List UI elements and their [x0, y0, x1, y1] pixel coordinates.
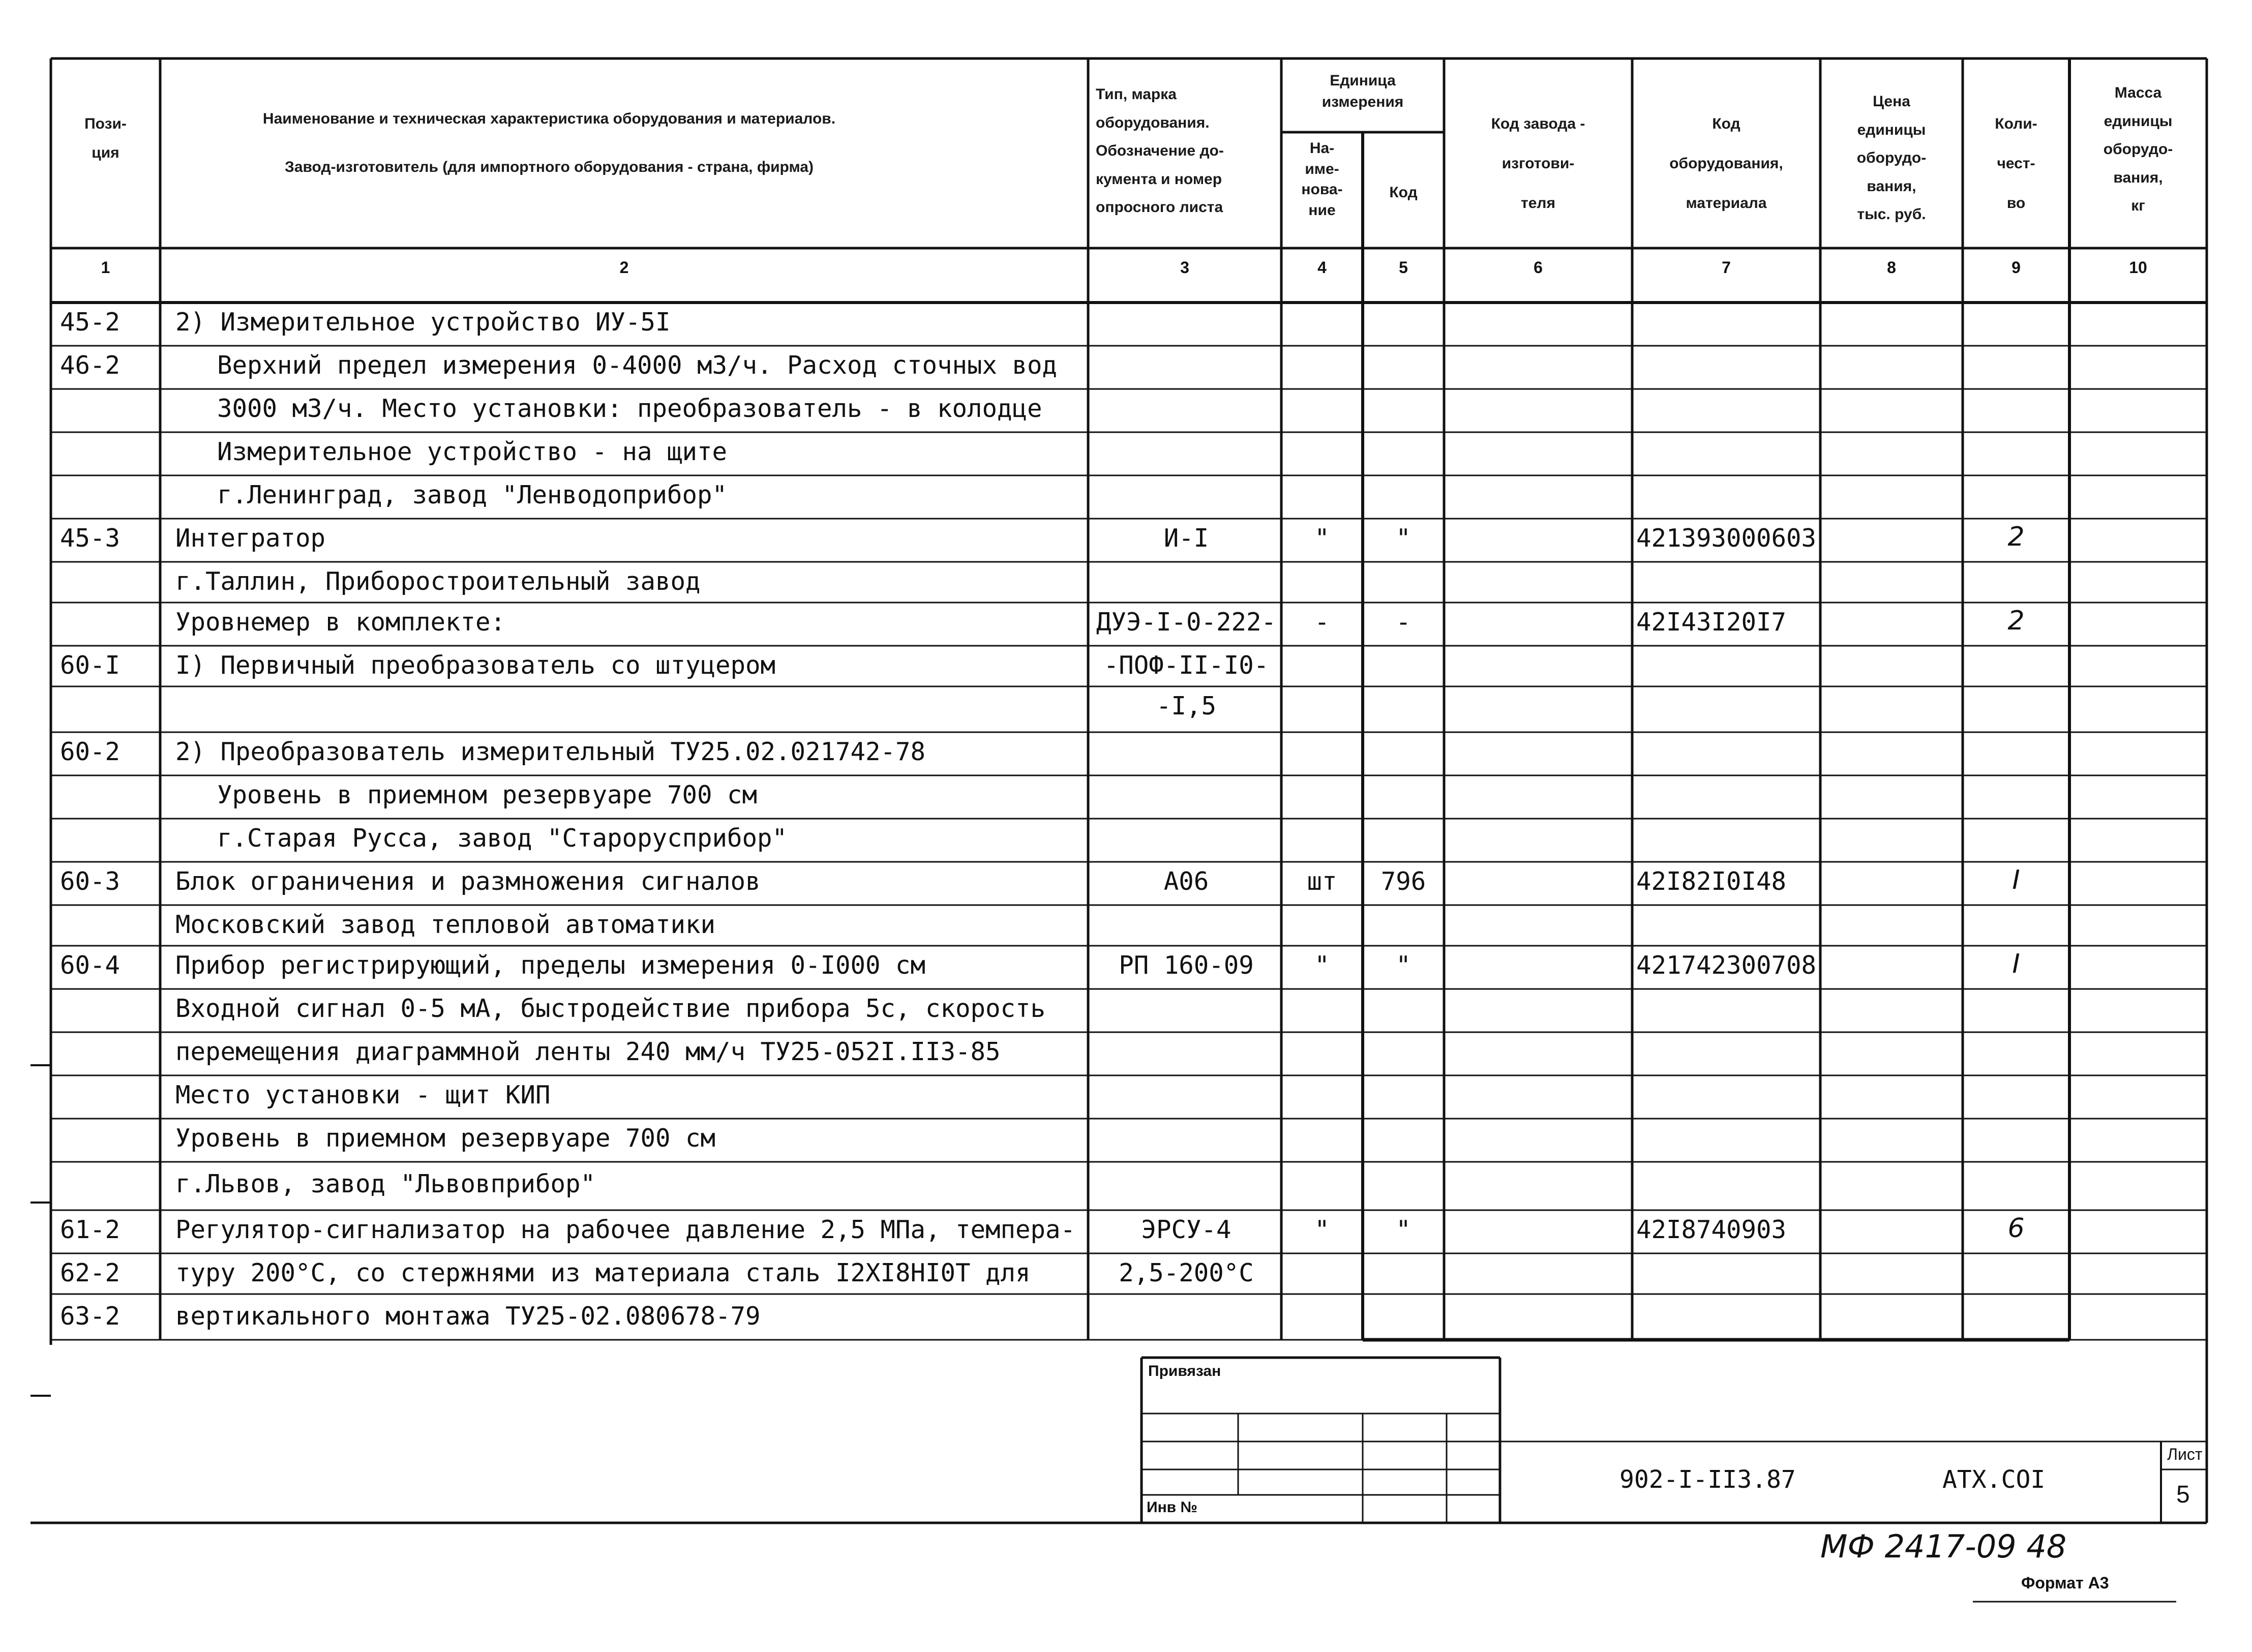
cell-unit: шт [1307, 867, 1337, 896]
cell-code: 42I8740903 [1636, 1215, 1787, 1244]
document-mark: АТХ.СОI [1942, 1465, 2046, 1494]
column-number: 2 [619, 258, 629, 277]
cell-unit-code: - [1396, 608, 1411, 637]
header-position: Пози- ция [84, 115, 127, 161]
cell-desc: вертикального монтажа ТУ25-02.080678-79 [175, 1302, 761, 1331]
cell-unit-code: " [1396, 951, 1411, 980]
cell-pos: 45-2 [60, 308, 121, 337]
cell-desc: Московский завод тепловой автоматики [175, 910, 716, 939]
cell-type: И-I [1163, 524, 1209, 553]
cell-qty: I [2012, 949, 2020, 979]
cell-desc: Уровень в приемном резервуаре 700 см [217, 780, 758, 809]
cell-desc: перемещения диаграммной ленты 240 мм/ч ТУ25-052I.II3-85 [175, 1037, 1001, 1066]
column-number: 3 [1180, 258, 1189, 277]
header-mass: Масса единицы оборудо- вания, кг [2103, 84, 2173, 214]
cell-pos: 62-2 [60, 1258, 121, 1287]
cell-unit: - [1314, 608, 1330, 637]
format-label: Формат А3 [2021, 1574, 2109, 1592]
cell-pos: 46-2 [60, 351, 121, 380]
column-number: 1 [101, 258, 110, 277]
cell-qty: I [2012, 865, 2020, 895]
cell-type: ДУЭ-I-0-222- [1096, 608, 1276, 637]
cell-pos: 61-2 [60, 1215, 121, 1244]
cell-desc: Входной сигнал 0-5 мА, быстродействие прибора 5с, скорость [175, 994, 1046, 1023]
column-number: 10 [2129, 258, 2147, 277]
cell-desc: г.Таллин, Приборостроительный завод [175, 567, 701, 596]
header-equipment-code: Код оборудования, материала [1669, 115, 1783, 212]
cell-qty: 2 [2007, 606, 2025, 636]
cell-code: 421742300708 [1636, 951, 1817, 980]
stamp-inv-label: Инв № [1147, 1499, 1197, 1516]
cell-unit-code: 796 [1380, 867, 1426, 896]
cell-desc: Измерительное устройство - на щите [217, 437, 728, 466]
cell-pos: 60-4 [60, 951, 121, 980]
cell-type: -ПОФ-II-I0- [1103, 651, 1269, 680]
header-description-line2: Завод-изготовитель (для импортного оборудования - страна, фирма) [285, 159, 814, 175]
stamp-linked-label: Привязан [1148, 1363, 1221, 1379]
cell-qty: 2 [2007, 522, 2025, 552]
cell-desc: I) Первичный преобразователь со штуцером [175, 651, 776, 680]
cell-desc: Интегратор [175, 524, 326, 553]
column-number: 4 [1317, 258, 1327, 277]
cell-desc: Место установки - щит КИП [175, 1080, 551, 1109]
header-unit-group: Единица измерения [1322, 72, 1404, 110]
header-unit-code: Код [1389, 184, 1418, 201]
cell-type: -I,5 [1156, 692, 1216, 720]
header-type: Тип, марка оборудования. Обозначение до- кумента и номер опросного листа [1096, 86, 1224, 216]
header-price: Цена единицы оборудо- вания, тыс. руб. [1856, 93, 1927, 223]
cell-type: РП 160-09 [1119, 951, 1254, 980]
handwritten-archive-number: МФ 2417-09 48 [1820, 1528, 2067, 1565]
cell-desc: Уровнемер в комплекте: [175, 608, 506, 637]
cell-unit-code: " [1396, 524, 1411, 553]
cell-desc: 2) Преобразователь измерительный ТУ25.02.021742-78 [175, 737, 926, 766]
cell-pos: 60-3 [60, 867, 121, 896]
cell-unit-code: " [1396, 1215, 1411, 1244]
cell-desc: г.Львов, завод "Львовприбор" [175, 1169, 596, 1198]
cell-pos: 60-2 [60, 737, 121, 766]
cell-type: А06 [1163, 867, 1209, 896]
column-number: 6 [1534, 258, 1543, 277]
cell-desc: г.Старая Русса, завод "Старорусприбор" [217, 824, 788, 853]
cell-unit: " [1314, 524, 1330, 553]
cell-desc: Уровень в приемном резервуаре 700 см [175, 1124, 716, 1153]
cell-desc: туру 200°С, со стержнями из материала сталь I2XI8HI0T для [175, 1258, 1031, 1287]
cell-code: 42I82I0I48 [1636, 867, 1787, 896]
cell-desc: Прибор регистрирующий, пределы измерения 0-I000 см [175, 951, 926, 980]
column-number: 5 [1399, 258, 1408, 277]
column-number: 7 [1722, 258, 1731, 277]
cell-desc: г.Ленинград, завод "Ленводоприбор" [217, 480, 728, 509]
cell-pos: 63-2 [60, 1302, 121, 1331]
cell-desc: 3000 м3/ч. Место установки: преобразователь - в колодце [217, 394, 1042, 423]
sheet-label: Лист [2167, 1445, 2203, 1463]
cell-unit: " [1314, 1215, 1330, 1244]
document-number: 902-I-II3.87 [1619, 1465, 1796, 1494]
cell-unit: " [1314, 951, 1330, 980]
cell-type: ЭРСУ-4 [1141, 1215, 1232, 1244]
cell-qty: 6 [2007, 1213, 2025, 1244]
cell-desc: Блок ограничения и размножения сигналов [175, 867, 761, 896]
cell-code: 42I43I20I7 [1636, 608, 1787, 637]
header-factory-code: Код завода - изготови- теля [1491, 115, 1585, 212]
header-description-line1: Наименование и техническая характеристика оборудования и материалов. [262, 110, 836, 127]
cell-pos: 45-3 [60, 524, 121, 553]
cell-code: 421393000603 [1636, 524, 1817, 553]
header-quantity: Коли- чест- во [1995, 115, 2037, 212]
cell-desc: 2) Измерительное устройство ИУ-5I [175, 308, 671, 337]
cell-type: 2,5-200°С [1119, 1258, 1254, 1287]
header-unit-name: На- име- нова- ние [1301, 140, 1343, 219]
cell-desc: Верхний предел измерения 0-4000 м3/ч. Расход сточных вод [217, 351, 1058, 380]
column-number: 9 [2011, 258, 2021, 277]
sheet-number: 5 [2176, 1481, 2190, 1508]
column-number: 8 [1887, 258, 1896, 277]
cell-pos: 60-I [60, 651, 121, 680]
cell-desc: Регулятор-сигнализатор на рабочее давление 2,5 МПа, темпера- [175, 1215, 1076, 1244]
